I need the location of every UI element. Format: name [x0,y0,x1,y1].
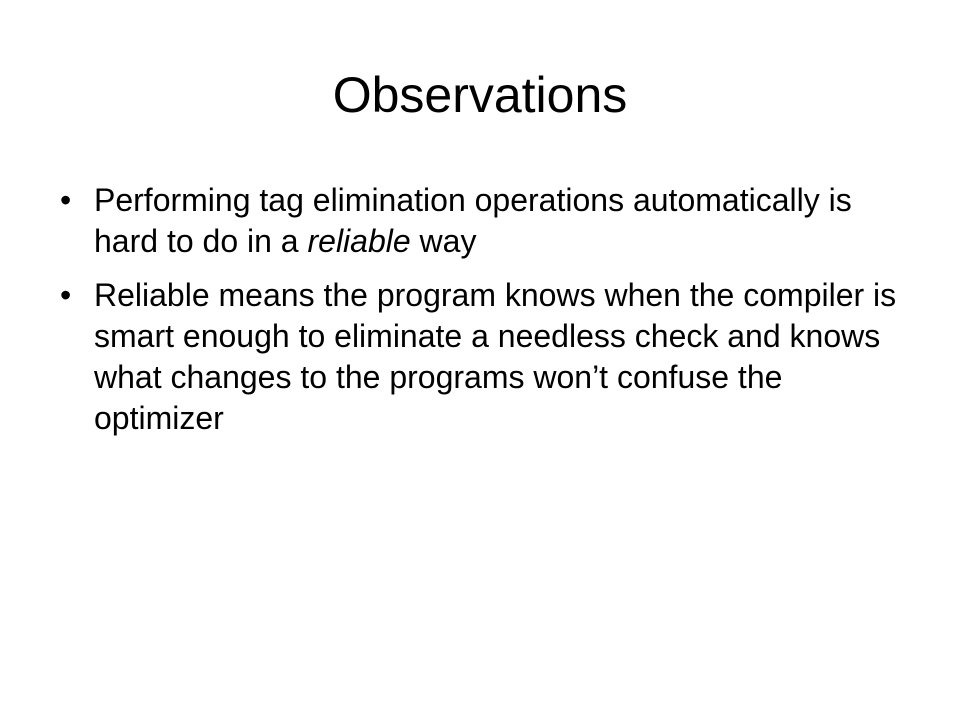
bullet-text: Reliable means the program knows when the compiler is smart enough to eliminate a needless check and knows what changes to the programs won’t confuse the optimizer [94,277,897,436]
bullet-item [60,180,920,262]
bullet-list [60,180,920,452]
bullet-text-emphasis: reliable [307,223,411,259]
bullet-dot-icon: • [60,277,72,313]
bullet-item [60,275,920,439]
bullet-text-before: Performing tag elimination operations automatically is hard to do in a [94,182,852,259]
bullet-text-after: way [410,223,477,259]
slide-title: Observations [332,67,628,123]
bullet-dot-icon: • [60,182,72,218]
